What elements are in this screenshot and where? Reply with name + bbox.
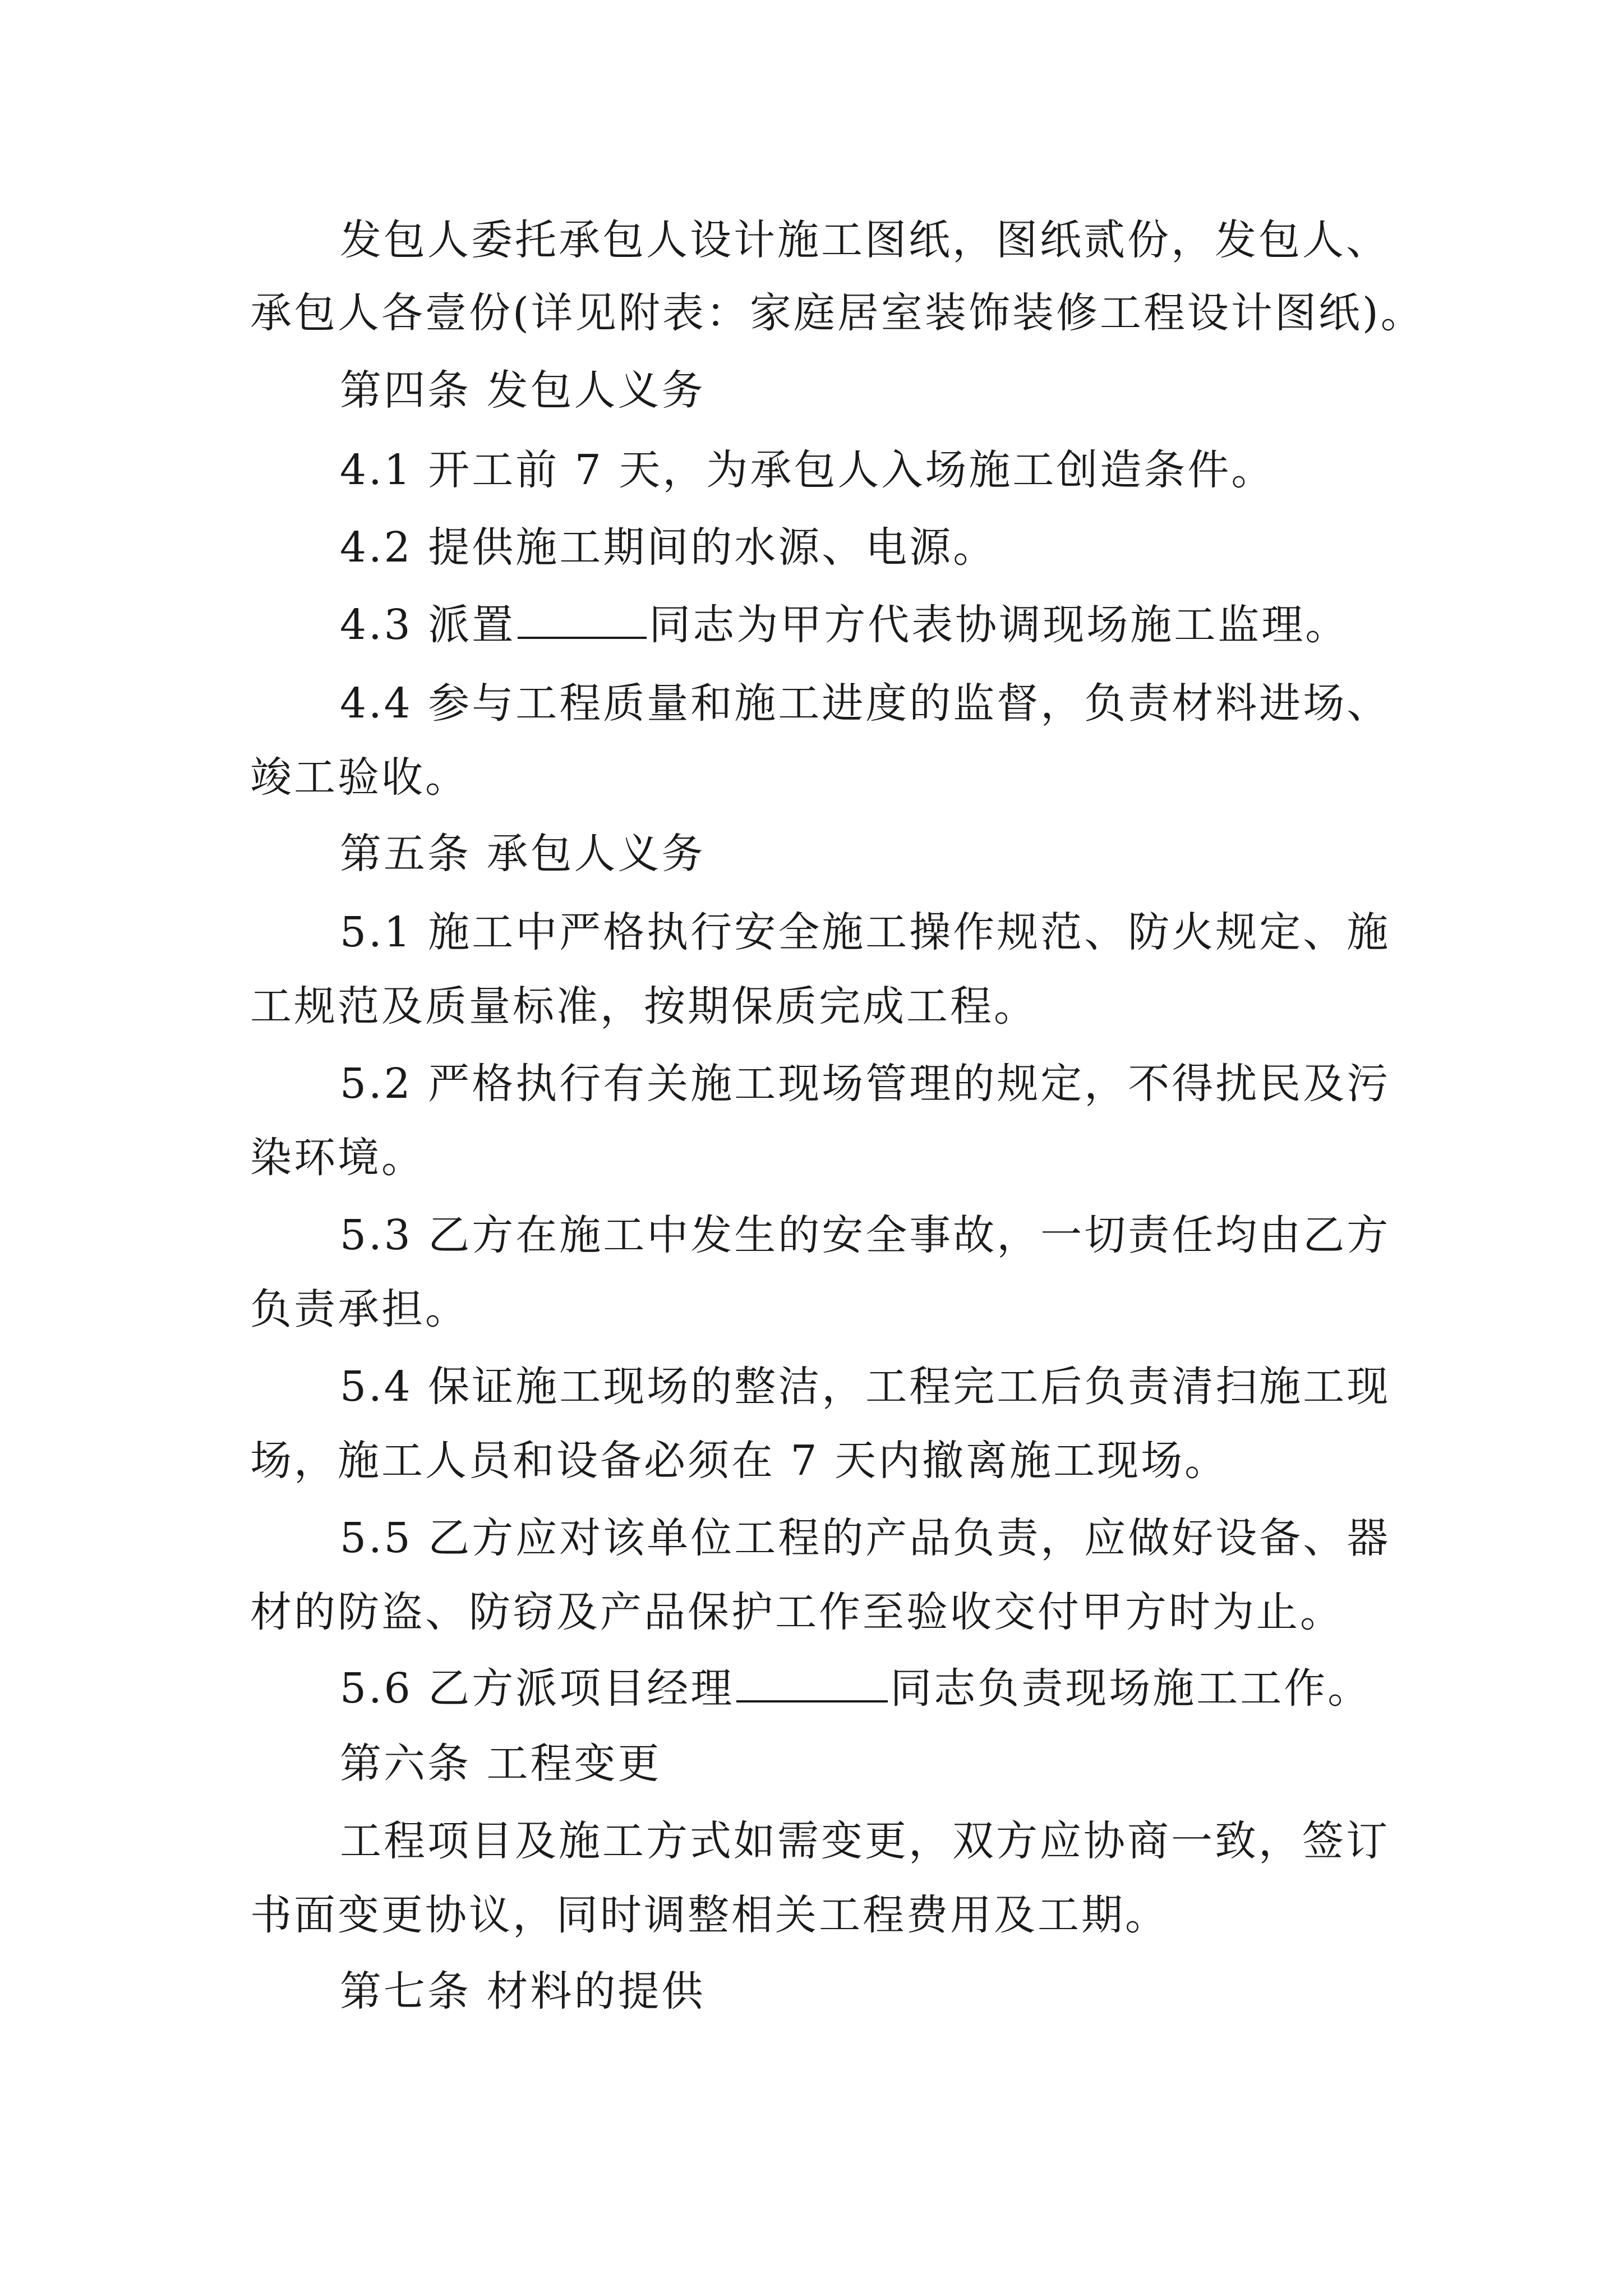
fill-in-blank [736,1661,888,1703]
clause-line: 负责承担。 [250,1285,469,1333]
paragraph-line: 书面变更协议，同时调整相关工程费用及工期。 [250,1891,1169,1939]
clause-line: 5.2 严格执行有关施工现场管理的规定，不得扰民及污 [340,1060,1391,1108]
paragraph-line: 工程项目及施工方式如需变更，双方应协商一致，签订 [340,1817,1390,1865]
clause-line: 工规范及质量标准，按期保质完成工程。 [250,982,1038,1030]
clause-text: 同志为甲方代表协调现场施工监理。 [649,601,1349,649]
section-heading: 第六条 工程变更 [340,1740,662,1788]
section-heading: 第五条 承包人义务 [340,830,706,878]
clause-line: 5.5 乙方应对该单位工程的产品负责，应做好设备、器 [340,1514,1391,1562]
clause-line: 染环境。 [250,1134,425,1182]
fill-in-blank [518,597,647,639]
clause-line: 5.3 乙方在施工中发生的安全事故，一切责任均由乙方 [340,1211,1391,1259]
clause-text: 4.3 派置 [340,601,516,649]
clause-line: 4.2 提供施工期间的水源、电源。 [340,523,997,572]
section-heading: 第四条 发包人义务 [340,366,706,415]
clause-line: 4.4 参与工程质量和施工进度的监督，负责材料进场、 [340,679,1391,728]
clause-line [340,1660,1371,1717]
clause-line: 4.1 开工前 7 天，为承包人入场施工创造条件。 [340,446,1275,494]
clause-line: 5.1 施工中严格执行安全施工操作规范、防火规定、施 [340,908,1391,956]
clause-line: 场，施工人员和设备必须在 7 天内撤离施工现场。 [250,1437,1229,1485]
clause-line: 竣工验收。 [250,753,469,802]
clause-line [340,597,1349,653]
clause-text: 同志负责现场施工工作。 [890,1664,1372,1713]
clause-line: 材的防盗、防窃及产品保护工作至验收交付甲方时为止。 [250,1588,1344,1636]
clause-line: 5.4 保证施工现场的整洁，工程完工后负责清扫施工现 [340,1363,1391,1411]
paragraph-line: 承包人各壹份(详见附表：家庭居室装饰装修工程设计图纸)。 [250,289,1424,337]
clause-text: 5.6 乙方派项目经理 [340,1664,735,1713]
paragraph-line: 发包人委托承包人设计施工图纸，图纸贰份，发包人、 [340,216,1390,264]
section-heading: 第七条 材料的提供 [340,1967,706,2016]
